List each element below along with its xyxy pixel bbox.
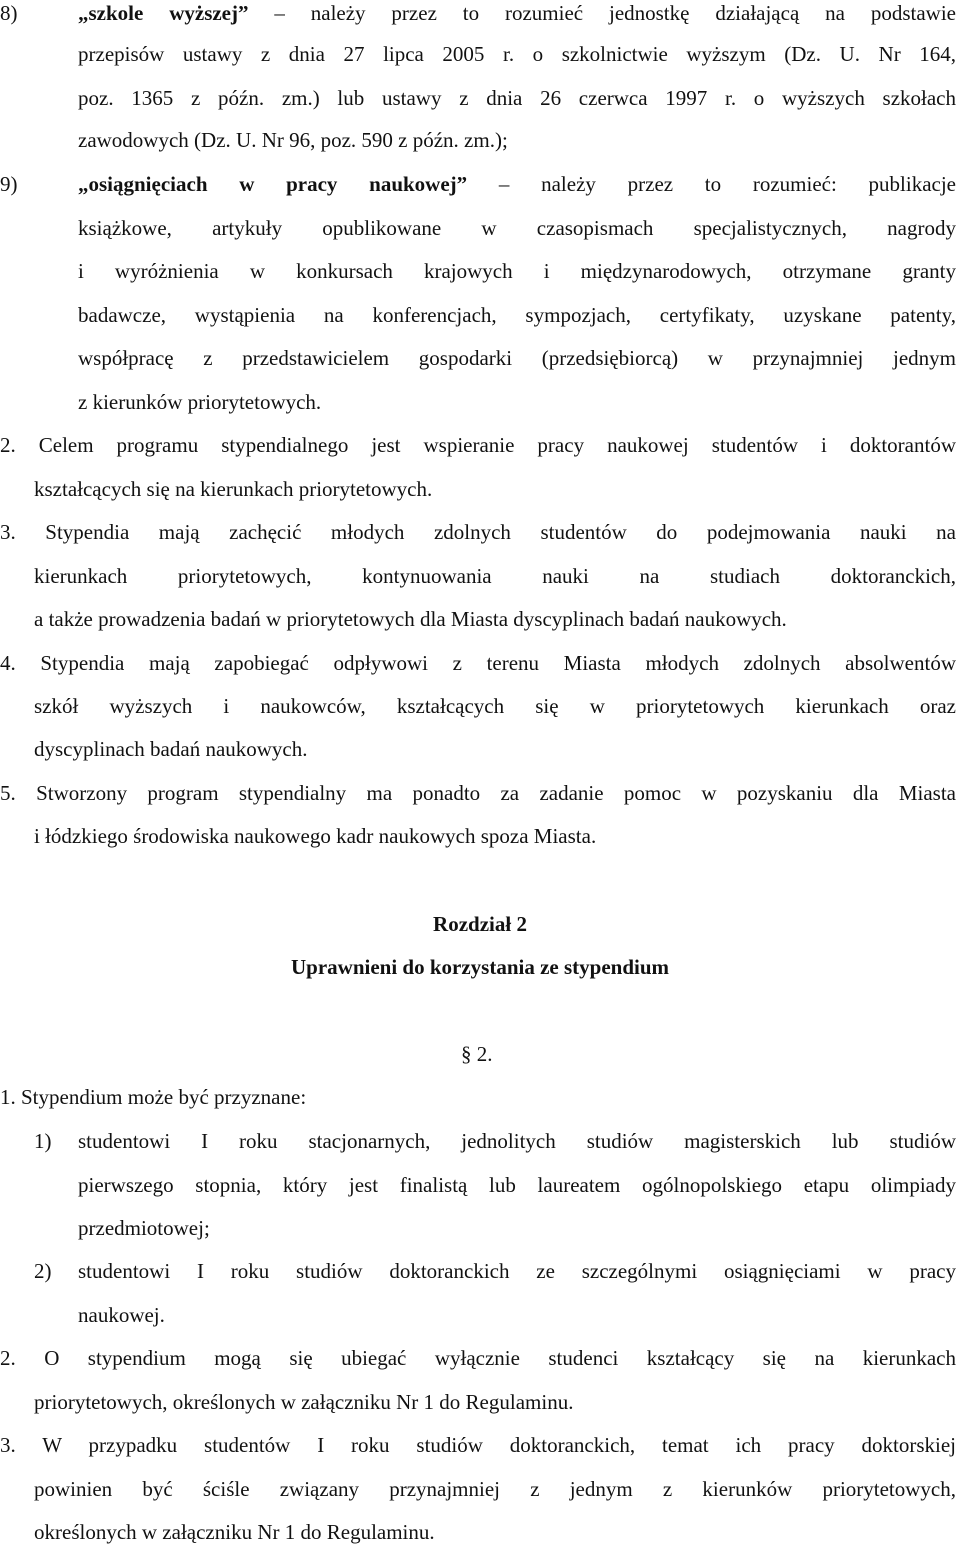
chapter-title: Uprawnieni do korzystania ze stypendium bbox=[290, 955, 670, 979]
definition-line: i wyróżnienia w konkursach krajowych i międzynarodowych, otrzymane granty bbox=[78, 259, 956, 283]
definition-line: z kierunków priorytetowych. bbox=[78, 390, 322, 414]
list-number: 9) bbox=[0, 172, 18, 196]
paragraph-line: powinien być ściśle związany przynajmniej z jednym z kierunków priorytetowych, bbox=[34, 1477, 956, 1501]
paragraph-line: a także prowadzenia badań w priorytetowych dla Miasta dyscyplinach badań naukowych. bbox=[34, 607, 787, 631]
definition-line: współpracę z przedstawicielem gospodarki (przedsiębiorcą) w przynajmniej jednym bbox=[78, 346, 956, 370]
paragraph-line: 4. Stypendia mają zapobiegać odpływowi z terenu Miasta młodych zdolnych absolwentów bbox=[0, 651, 956, 675]
paragraph-line: priorytetowych, określonych w załączniku Nr 1 do Regulaminu. bbox=[34, 1390, 574, 1414]
definition-line: książkowe, artykuły opublikowane w czasopismach specjalistycznych, nagrody bbox=[78, 216, 956, 240]
paragraph-line: i łódzkiego środowiska naukowego kadr naukowych spoza Miasta. bbox=[34, 824, 597, 848]
list-item-line: studentowi I roku studiów doktoranckich ze szczególnymi osiągnięciami w pracy bbox=[78, 1259, 956, 1283]
list-item-line: przedmiotowej; bbox=[78, 1216, 210, 1240]
paragraph-line: 1. Stypendium może być przyznane: bbox=[0, 1085, 307, 1109]
list-number: 8) bbox=[0, 1, 18, 25]
definition-line: zawodowych (Dz. U. Nr 96, poz. 590 z późn. zm.); bbox=[78, 128, 508, 152]
paragraph-line: 2. Celem programu stypendialnego jest wspieranie pracy naukowej studentów i doktorantów bbox=[0, 433, 956, 457]
list-item-line: naukowej. bbox=[78, 1303, 165, 1327]
section-mark: § 2. bbox=[461, 1042, 493, 1066]
paragraph-line: 2. O stypendium mogą się ubiegać wyłącznie studenci kształcący się na kierunkach bbox=[0, 1346, 956, 1370]
definition-line: „osiągnięciach w pracy naukowej” – należy przez to rozumieć: publikacje bbox=[78, 172, 957, 196]
paragraph-line: 3. W przypadku studentów I roku studiów doktoranckich, temat ich pracy doktorskiej bbox=[0, 1433, 956, 1457]
defined-term: „szkole wyższej” bbox=[78, 1, 249, 25]
paragraph-line: szkół wyższych i naukowców, kształcących się w priorytetowych kierunkach oraz bbox=[34, 694, 956, 718]
chapter-number: Rozdział 2 bbox=[433, 912, 527, 936]
paragraph-line: 3. Stypendia mają zachęcić młodych zdolnych studentów do podejmowania nauki na bbox=[0, 520, 956, 544]
definition-line: poz. 1365 z późn. zm.) lub ustawy z dnia 26 czerwca 1997 r. o wyższych szkołach bbox=[78, 86, 956, 110]
definition-line: przepisów ustawy z dnia 27 lipca 2005 r. o szkolnictwie wyższym (Dz. U. Nr 164, bbox=[78, 42, 956, 66]
definition-line: badawcze, wystąpienia na konferencjach, sympozjach, certyfikaty, uzyskane patenty, bbox=[78, 303, 956, 327]
paragraph-line: 5. Stworzony program stypendialny ma ponadto za zadanie pomoc w pozyskaniu dla Miasta bbox=[0, 781, 956, 805]
list-number: 2) bbox=[34, 1259, 52, 1283]
definition-line: „szkole wyższej” – należy przez to rozumieć jednostkę działającą na podstawie bbox=[78, 1, 956, 25]
list-item-line: studentowi I roku stacjonarnych, jednolitych studiów magisterskich lub studiów bbox=[78, 1129, 956, 1153]
paragraph-line: kształcących się na kierunkach priorytetowych. bbox=[34, 477, 433, 501]
list-number: 1) bbox=[34, 1129, 52, 1153]
paragraph-line: dyscyplinach badań naukowych. bbox=[34, 737, 308, 761]
paragraph-line: kierunkach priorytetowych, kontynuowania nauki na studiach doktoranckich, bbox=[34, 564, 956, 588]
list-item-line: pierwszego stopnia, który jest finalistą lub laureatem ogólnopolskiego etapu olimpiady bbox=[78, 1173, 956, 1197]
defined-term: „osiągnięciach w pracy naukowej” bbox=[78, 172, 468, 196]
paragraph-line: określonych w załączniku Nr 1 do Regulaminu. bbox=[34, 1520, 435, 1544]
